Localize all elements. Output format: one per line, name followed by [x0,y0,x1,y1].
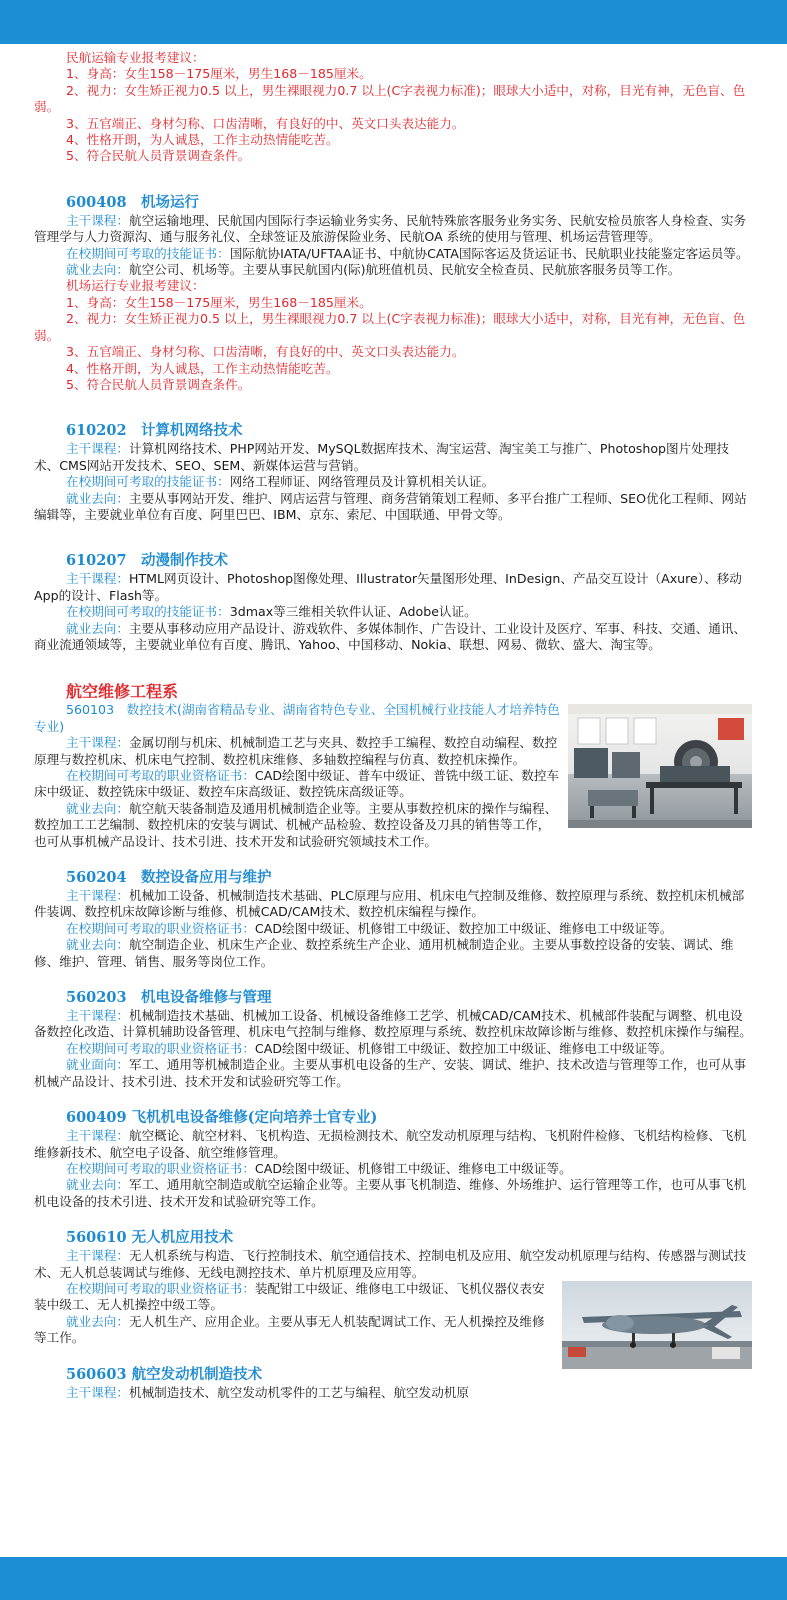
s8-courses-label: 主干课程： [66,1128,129,1144]
s7-title: 560203 机电设备维修与管理 [66,989,272,1007]
s1-advice-2: 2、视力：女生矫正视力0.5 以上，男生裸眼视力0.7 以上(C字表视力标准)；眼球大小适中，对称，目光有神，无色盲、色弱。 [34,82,746,115]
s6-title: 560204 数控设备应用与维护 [66,869,272,887]
engine-lab-image [568,704,752,828]
s4-courses: HTML网页设计、Photoshop图像处理、Illustrator矢量图形处理、InDesign、产品交互设计（Axure）、移动App的设计、Flash等。 [34,571,742,603]
s8-cert: CAD绘图中级证、机修钳工中级证、维修电工中级证等。 [254,1160,572,1176]
s10-title: 560603 航空发动机制造技术 [66,1365,263,1383]
s6-cert-label: 在校期间可考取的职业资格证书： [66,920,255,936]
s1-advice-title: 民航运输专业报考建议： [66,50,205,65]
brochure-content [34,50,752,1401]
s5-cert-label: 在校期间可考取的职业资格证书： [66,768,255,783]
s4-job: 主要从事移动应用产品设计、游戏软件、多媒体制作、广告设计、工业设计及医疗、军事、科技、交通、通讯、商业流通领域等，主要就业单位有百度、腾讯、Yahoo、中国移动、Nokia、联想、网易、微软、盛大、淘宝等。 [34,620,747,652]
s8-job: 军工、通用航空制造或航空运输企业等。主要从事飞机制造、维修、外场维护、运行管理等工作，也可从事飞机机电设备的技术引进、技术开发和试验研究等工作。 [34,1177,747,1209]
s4-cert-label: 在校期间可考取的技能证书： [66,604,230,620]
s2-job: 航空公司、机场等。主要从事民航国内(际)航班值机员、民航安全检查员、民航旅客服务员等工作。 [128,262,681,278]
s9-courses: 无人机系统与构造、飞行控制技术、航空通信技术、控制电机及应用、航空发动机原理与结构、传感器与测试技术、无人机总装调试与维修、无线电测控技术、单片机原理及应用等。 [34,1248,747,1280]
bottom-blue-band [0,1557,787,1600]
s5-title: 560103 数控技术(湖南省精品专业、湖南省特色专业、全国机械行业技能人才培养特色专业) [34,702,560,734]
s9-courses-label: 主干课程： [66,1248,129,1264]
s2-advice-1: 1、身高：女生158－175厘米，男生168－185厘米。 [66,294,372,310]
s8-title: 600409 飞机机电设备维修(定向培养士官专业) [66,1109,378,1127]
s7-cert: CAD绘图中级证、机修钳工中级证、数控加工中级证、维修电工中级证等。 [254,1040,673,1056]
s5-courses: 金属切削与机床、机械制造工艺与夹具、数控手工编程、数控自动编程、数控原理与数控机床、机床电气控制、数控机床维修、多轴数控编程与仿真、数控机床操作。 [34,735,558,767]
uav-image [562,1281,752,1369]
s1-advice-1: 1、身高：女生158－175厘米，男生168－185厘米。 [66,66,372,82]
s7-cert-label: 在校期间可考取的职业资格证书： [66,1040,255,1056]
s9-job-label: 就业去向： [66,1313,129,1329]
cnc-workshop-photo [568,704,752,828]
s2-cert-label: 在校期间可考取的技能证书： [66,245,230,261]
department-title: 航空维修工程系 [66,682,179,702]
s3-courses: 计算机网络技术、PHP网站开发、MySQL数据库技术、淘宝运营、淘宝美工与推广、Photoshop图片处理技术、CMS网站开发技术、SEO、SEM、新媒体运营与营销。 [34,441,730,473]
top-blue-band [0,0,787,44]
s9-block [34,1248,752,1346]
s7-job: 军工、通用等机械制造企业。主要从事机电设备的生产、安装、调试、维护、技术改造与管理等工作，也可从事机械产品设计、技术引进、技术开发和试验研究等工作。 [34,1057,747,1089]
s3-title: 610202 计算机网络技术 [66,422,243,440]
s2-advice-4: 4、性格开朗，为人诚恳，工作主动热情能吃苦。 [66,360,339,376]
s7-courses: 机械制造技术基础、机械加工设备、机械设备维修工艺学、机械CAD/CAM技术、机械部件装配与调整、机电设备数控化改造、计算机辅助设备管理、机床电气控制与维修、数控原理与系统、数控机床故障诊断与维修、数控机床操作与编程。 [34,1008,752,1040]
s5-job: 航空航天装备制造及通用机械制造企业等。主要从事数控机床的操作与编程、数控加工工艺编制、数控机床的安装与调试、机械产品检验、数控设备及刀具的销售等工作，也可从事机械产品设计、技术引进、技术开发和试验研究领域技术工作。 [34,800,558,849]
s3-job: 主要从事网站开发、维护、网店运营与管理、商务营销策划工程师、多平台推广工程师、SEO优化工程师、网站编辑等，主要就业单位有百度、阿里巴巴、IBM、京东、索尼、中国联通、甲骨文等。 [34,490,747,522]
s2-advice-3: 3、五官端正、身材匀称、口齿清晰，有良好的中、英文口头表达能力。 [66,344,465,360]
drone-photo [562,1281,752,1369]
s3-cert: 网络工程师证、网络管理员及计算机相关认证。 [229,474,495,490]
s2-cert: 国际航协IATA/UFTAA证书、中航协CATA国际客运及货运证书、民航职业技能鉴定客运员等。 [229,245,749,261]
s3-courses-label: 主干课程： [66,441,129,457]
s1-advice-3: 3、五官端正、身材匀称、口齿清晰，有良好的中、英文口头表达能力。 [66,115,465,131]
s6-cert: CAD绘图中级证、机修钳工中级证、数控加工中级证、维修电工中级证等。 [254,920,673,936]
s5-job-label: 就业去向： [66,800,129,816]
s4-job-label: 就业去向： [66,620,129,636]
s2-job-label: 就业去向： [66,262,129,278]
s3-cert-label: 在校期间可考取的技能证书： [66,474,230,490]
s8-cert-label: 在校期间可考取的职业资格证书： [66,1160,255,1176]
s3-job-label: 就业去向： [66,490,129,506]
s4-cert: 3dmax等三维相关软件认证、Adobe认证。 [229,604,477,620]
s10-courses: 机械制造技术、航空发动机零件的工艺与编程、航空发动机原 [128,1384,469,1400]
s6-job: 航空制造企业、机床生产企业、数控系统生产企业、通用机械制造企业。主要从事数控设备的安装、调试、维修、维护、管理、销售、服务等岗位工作。 [34,937,734,969]
s5-courses-label: 主干课程： [66,735,129,751]
s9-title: 560610 无人机应用技术 [66,1229,234,1247]
s2-advice-title: 机场运行专业报考建议： [66,278,205,294]
s8-courses: 航空概论、航空材料、飞机构造、无损检测技术、航空发动机原理与结构、飞机附件检修、飞机结构检修、飞机维修新技术、航空电子设备、航空维修管理。 [34,1128,747,1160]
s9-cert: 装配钳工中级证、维修电工中级证、飞机仪器仪表安装中级工、无人机操控中级工等。 [34,1280,545,1313]
s9-job: 无人机生产、应用企业。主要从事无人机装配调试工作、无人机操控及维修等工作。 [34,1313,545,1346]
s7-courses-label: 主干课程： [66,1008,129,1024]
s5-cert: CAD绘图中级证、普车中级证、普铣中级工证、数控车床中级证、数控铣床中级证、数控车床高级证、数控铣床高级证等。 [34,768,560,800]
s10-courses-label: 主干课程： [66,1384,129,1400]
s6-courses-label: 主干课程： [66,888,129,904]
s9-cert-label: 在校期间可考取的职业资格证书： [66,1280,255,1296]
s1-advice-4: 4、性格开朗，为人诚恳，工作主动热情能吃苦。 [66,132,339,148]
s2-courses: 航空运输地理、民航国内国际行李运输业务实务、民航特殊旅客服务业务实务、民航安检员旅客人身检查、实务管理学与人力资源沟、通与服务礼仪、全球签证及旅游保险业务、民航OA 系统的使用与管理、机场运营管理等。 [34,212,747,245]
s2-advice-5: 5、符合民航人员背景调查条件。 [66,376,251,392]
s8-job-label: 就业去向： [66,1177,129,1193]
s4-title: 610207 动漫制作技术 [66,552,229,570]
s7-job-label: 就业面向： [66,1057,129,1073]
s1-advice-5: 5、符合民航人员背景调查条件。 [66,148,251,164]
s2-courses-label: 主干课程： [66,212,129,228]
s2-title: 600408 机场运行 [66,193,200,211]
s4-courses-label: 主干课程： [66,571,129,587]
s6-job-label: 就业去向： [66,937,129,953]
s5-block [34,702,752,850]
s2-advice-2: 2、视力：女生矫正视力0.5 以上，男生裸眼视力0.7 以上(C字表视力标准)；眼球大小适中，对称，目光有神，无色盲、色弱。 [34,311,746,343]
s6-courses: 机械加工设备、机械制造技术基础、PLC原理与应用、机床电气控制及维修、数控原理与系统、数控机床机械部件装调、数控机床故障诊断与维修、机械CAD/CAM技术、数控机床编程与操作。 [34,888,745,920]
